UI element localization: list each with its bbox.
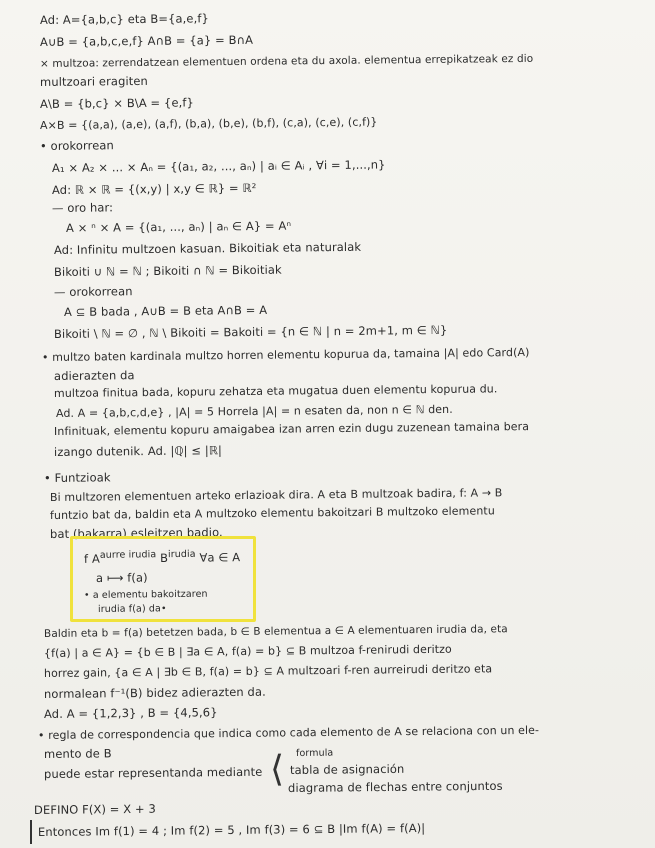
brace-icon: ⟨ [270,749,285,790]
text-line: Ad. A = {1,2,3} , B = {4,5,6} [43,705,218,721]
text-line: — orokorrean [53,284,133,299]
text-line: puede estar representanda mediante [43,764,263,781]
text-line: Ad: Infinitu multzoen kasuan. Bikoitiak eta naturalak [53,239,362,257]
text-line: A ⊆ B bada , A∪B = B eta A∩B = A [63,302,268,319]
text-line: • orokorrean [39,138,114,153]
text-line: Bikoiti \ ℕ = ∅ , ℕ \ Bikoiti = Bakoiti = {n ∈ ℕ | n = 2m+1, m ∈ ℕ} [53,322,448,341]
text-line: Baldin eta b = f(a) betetzen bada, b ∈ B elementua a ∈ A elementuaren irudia da, eta [43,623,508,640]
box-line: a ⟼ f(a) [95,570,148,585]
text-line: {f(a) | a ∈ A} = {b ∈ B | ∃a ∈ A, f(a) = b} ⊆ B multzoa f-renirudi deritzo [43,642,452,660]
box-line: f $A^{aurre irudia}$ $B^{irudia}$ ∀a ∈ A [83,548,241,566]
text-line: funtzio bat da, baldin eta A multzoko elementu bakoitzari B multzoko elementu [49,504,495,522]
box-line: irudia f(a) da• [97,603,167,615]
text-line: normalean f⁻¹(B) bidez adierazten da. [43,684,266,701]
text-line: bat (bakarra) esleitzen badio. [49,525,223,541]
text-line: — oro har: [51,200,114,215]
text-line: A∪B = {a,b,c,e,f} A∩B = {a} = B∩A [39,32,254,49]
section-heading: • Funtzioak [43,470,111,485]
text-line: Bi multzoren elementuen arteko erlazioak dira. A eta B multzoak badira, f: A → B [49,486,503,504]
text-line: Bikoiti ∪ ℕ = ℕ ; Bikoiti ∩ ℕ = Bikoitiak [53,262,282,279]
text-line: mento de B [43,746,112,761]
text-line: adierazten da [53,368,135,383]
text-line: Infinituak, elementu kopuru amaigabea izan arren ezin dugu zuzenean tamaina bera [53,420,530,438]
text-line: horrez gain, {a ∈ A | ∃b ∈ B, f(a) = b} ⊆ A multzoari f-ren aurreirudi deritzo eta [43,662,493,680]
text-line: Ad. A = {a,b,c,d,e} , |A| = 5 Horrela |A| = n esaten da, non n ∈ ℕ den. [55,402,453,420]
brace-item: diagrama de flechas entre conjuntos [287,778,503,795]
text-line: DEFINO F(X) = X + 3 [33,801,156,817]
text-line: × multzoa: zerrendatzean elementuen ordena eta du axola. elementua errepikatzeak ez dio [39,52,534,70]
box-line: • a elementu bakoitzaren [83,588,208,601]
text-line: • regla de correspondencia que indica como cada elemento de A se relaciona con un ele- [37,723,540,742]
brace-item: tabla de asignación [289,761,405,777]
text-line: A\B = {b,c} × B\A = {e,f} [39,95,195,111]
text-line: Entonces Im f(1) = 4 ; Im f(2) = 5 , Im f(3) = 6 ⊆ B |Im f(A) = f(A)| [37,820,426,839]
brace-item: formula [295,747,334,759]
text-line: Ad: A={a,b,c} eta B={a,e,f} [39,11,209,27]
text-line: A₁ × A₂ × ... × Aₙ = {(a₁, a₂, ..., aₙ) | aᵢ ∈ Aᵢ , ∀i = 1,...,n} [51,157,386,175]
text-line: A×B = {(a,a), (a,e), (a,f), (b,a), (b,e), (b,f), (c,a), (c,e), (c,f)} [39,115,378,132]
text-line: Ad: ℝ × ℝ = {(x,y) | x,y ∈ ℝ} = ℝ² [51,180,257,197]
margin-bar [30,820,32,844]
text-line: multzoari eragiten [39,73,148,89]
text-line: multzoa finitua bada, kopuru zehatza eta mugatua duen elementu kopurua du. [53,382,498,400]
text-line: • multzo baten kardinala multzo horren elementu kopurua da, tamaina |A| edo Card(A) [41,345,530,364]
text-line: izango dutenik. Ad. |ℚ| ≤ |ℝ| [53,443,223,459]
text-line: A × ⁿ × A = {(a₁, ..., aₙ) | aₙ ∈ A} = Aⁿ [65,218,292,235]
